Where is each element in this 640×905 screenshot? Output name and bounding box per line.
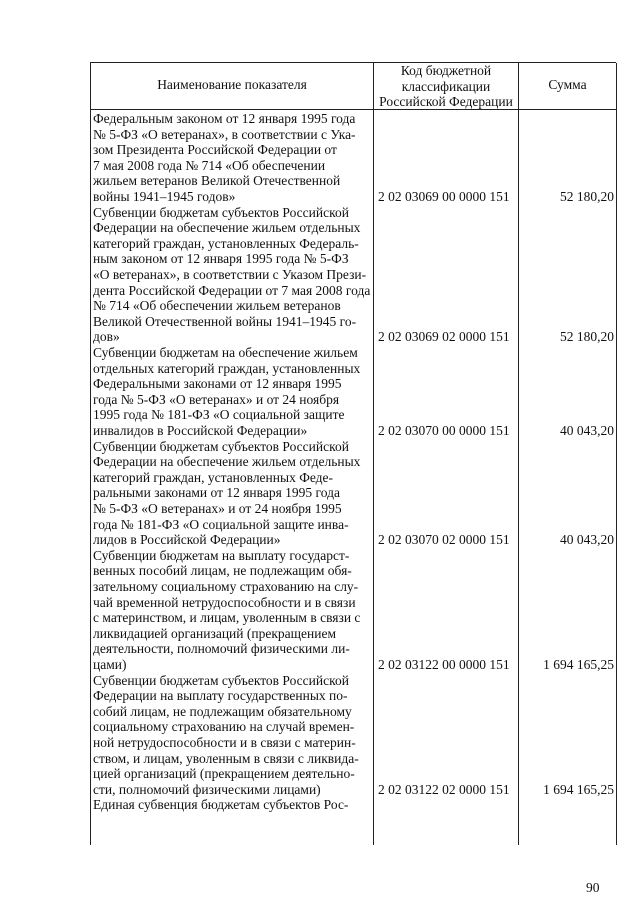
row-text-line: № 5-ФЗ «О ветеранах» и от 24 ноября 1995 xyxy=(93,500,342,516)
row-text-line: инвалидов в Российской Федерации» xyxy=(93,422,308,438)
row-text xyxy=(93,673,371,798)
row-text-line: 7 мая 2008 года № 714 «Об обеспечении xyxy=(93,157,326,173)
row-text-line: венных пособий лицам, не подлежащим обя- xyxy=(93,563,352,579)
header-sum: Сумма xyxy=(548,77,587,92)
header-name: Наименование показателя xyxy=(157,77,307,92)
row-text-line: Субвенции бюджетам на выплату государст- xyxy=(93,547,350,563)
row-sum: 1 694 165,25 xyxy=(543,657,614,672)
page-number: 90 xyxy=(586,880,600,895)
row-text-line: ством, и лицам, уволенным в связи с ликвида- xyxy=(93,750,359,766)
budget-table xyxy=(90,62,616,845)
row-text-line: с материнством, и лицам, уволенным в связи с xyxy=(93,610,361,626)
row-text-line: Субвенции бюджетам субъектов Российской xyxy=(93,438,349,454)
row-text-line: Великой Отечественной войны 1941–1945 го- xyxy=(93,313,357,329)
row-text xyxy=(93,345,371,439)
row-text-line: категорий граждан, установленных Феде- xyxy=(93,469,334,485)
row-text-line: Субвенции бюджетам субъектов Российской xyxy=(93,204,349,220)
row-sum: 40 043,20 xyxy=(560,532,614,548)
row-text-line: года № 181-ФЗ «О социальной защите инва- xyxy=(93,516,349,532)
row-code: 2 02 03070 00 0000 151 xyxy=(378,423,510,438)
header-divider xyxy=(91,109,616,110)
row-text-line: дента Российской Федерации от 7 мая 2008 года xyxy=(93,282,371,298)
row-text-line: дов» xyxy=(93,329,120,345)
row-sum: 52 180,20 xyxy=(560,329,614,345)
row-code: 2 02 03070 02 0000 151 xyxy=(378,532,510,548)
row-text-line: Федеральными законами от 12 января 1995 xyxy=(93,376,342,392)
row-sum: 40 043,20 xyxy=(560,423,614,438)
row-text xyxy=(93,111,371,205)
row-code: 2 02 03069 00 0000 151 xyxy=(378,189,510,204)
row-text-line: категорий граждан, установленных Федераль- xyxy=(93,235,359,251)
row-code: 2 02 03122 02 0000 151 xyxy=(378,781,510,797)
row-text-line: Субвенции бюджетам субъектов Российской xyxy=(93,672,349,688)
row-text xyxy=(93,548,371,673)
row-text-line: Федерации на выплату государственных по- xyxy=(93,688,348,704)
row-text-line: ральными законами от 12 января 1995 года xyxy=(93,485,340,501)
row-text-line: цами) xyxy=(93,656,127,672)
row-text-line: социальному страхованию на случай времен- xyxy=(93,719,355,735)
row-text-line: зом Президента Российской Федерации от xyxy=(93,142,337,158)
row-text-line: цией организаций (прекращением деятельно- xyxy=(93,766,355,782)
row-text xyxy=(93,797,371,813)
row-text-line: Федерации на обеспечение жильем отдельных xyxy=(93,220,361,236)
row-text xyxy=(93,205,371,345)
row-text-line: войны 1941–1945 годов» xyxy=(93,188,236,204)
row-code: 2 02 03122 00 0000 151 xyxy=(378,657,510,672)
row-text-line: ной нетрудоспособности и в связи с материн- xyxy=(93,734,356,750)
row-text-line: № 5-ФЗ «О ветеранах», в соответствии с Ука- xyxy=(93,126,356,142)
column-divider xyxy=(616,63,617,845)
row-code: 2 02 03069 02 0000 151 xyxy=(378,329,510,345)
row-text-line: Субвенции бюджетам на обеспечение жильем xyxy=(93,345,358,360)
row-text-line: № 714 «Об обеспечении жильем ветеранов xyxy=(93,298,341,314)
column-divider xyxy=(518,63,519,845)
row-sum: 52 180,20 xyxy=(560,189,614,204)
row-text-line: ным законом от 12 января 1995 года № 5-ФЗ xyxy=(93,251,349,267)
row-text-line: зательному социальному страхованию на слу- xyxy=(93,578,359,594)
row-text-line: ликвидацией организаций (прекращением xyxy=(93,625,337,641)
row-text-line: отдельных категорий граждан, установленных xyxy=(93,360,361,376)
row-text-line: собий лицам, не подлежащим обязательному xyxy=(93,703,352,719)
row-text-line: лидов в Российской Федерации» xyxy=(93,532,281,548)
column-divider xyxy=(373,63,374,845)
row-text-line: «О ветеранах», в соответствии с Указом Прези- xyxy=(93,266,367,282)
row-text-line: жильем ветеранов Великой Отечественной xyxy=(93,173,341,189)
row-text-line: Федеральным законом от 12 января 1995 года xyxy=(93,111,356,126)
row-sum: 1 694 165,25 xyxy=(543,781,614,797)
row-text-line: Федерации на обеспечение жильем отдельных xyxy=(93,454,361,470)
row-text xyxy=(93,439,371,548)
row-text-line: сти, полномочий физическими лицами) xyxy=(93,781,321,797)
row-text-line: года № 5-ФЗ «О ветеранах» и от 24 ноября xyxy=(93,391,340,407)
row-text-line: 1995 года № 181-ФЗ «О социальной защите xyxy=(93,407,345,423)
row-text-line: деятельности, полномочий физическими ли- xyxy=(93,641,350,657)
header-code: Код бюджетной классификации Российской Федерации xyxy=(379,63,513,109)
row-text-line: Единая субвенция бюджетам субъектов Рос- xyxy=(93,797,349,813)
row-text-line: чай временной нетрудоспособности и в связи xyxy=(93,594,356,610)
